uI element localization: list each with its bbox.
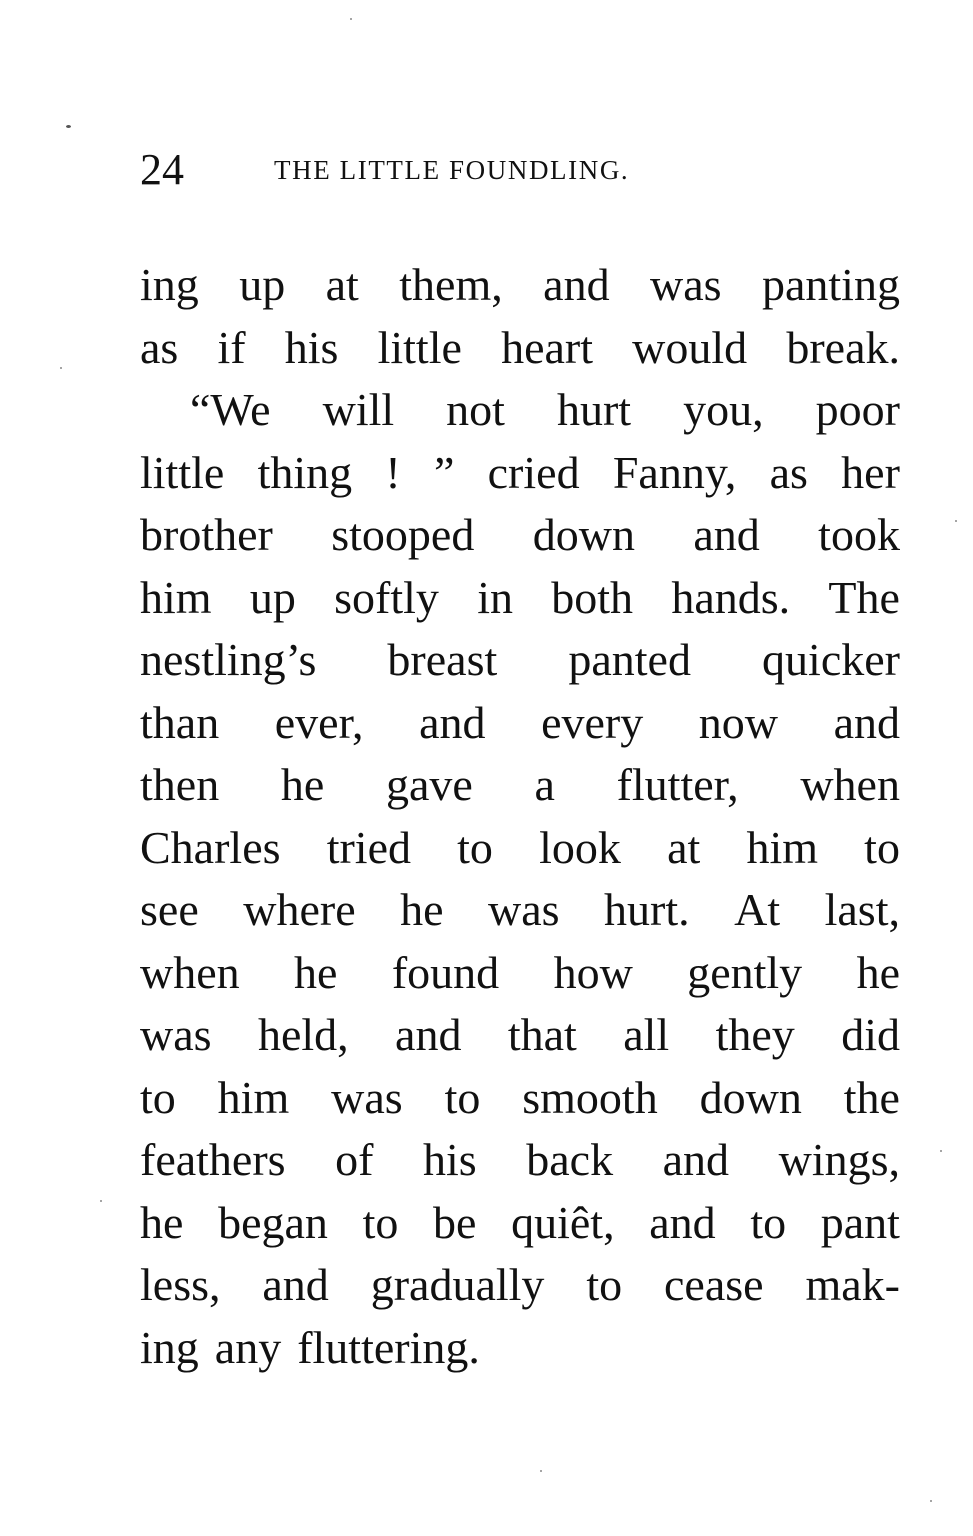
word: then <box>140 759 220 810</box>
word: to <box>362 1196 399 1248</box>
word: as <box>769 446 808 498</box>
text-line <box>140 317 900 380</box>
ink-speck <box>930 1500 932 1502</box>
word: would <box>632 321 748 373</box>
word: where <box>243 884 356 935</box>
word: ever, <box>274 696 364 748</box>
word: if <box>217 321 246 373</box>
word: him <box>217 1071 290 1123</box>
text-line <box>140 1129 900 1192</box>
word: his <box>423 1134 477 1185</box>
word: of <box>335 1134 374 1185</box>
page-number: 24 <box>140 145 184 194</box>
word: back <box>526 1134 614 1185</box>
word: cried <box>487 446 580 498</box>
word: panting <box>761 259 900 310</box>
word: found <box>391 946 500 998</box>
word: when <box>800 759 900 810</box>
word: gently <box>687 946 803 998</box>
word: poor <box>815 384 900 435</box>
word: up <box>249 571 296 623</box>
word: how <box>553 946 633 998</box>
word: tried <box>326 821 411 873</box>
word: now <box>698 696 779 748</box>
word: was <box>488 884 560 935</box>
word: at <box>325 259 359 310</box>
word: to <box>457 821 493 873</box>
word: cease <box>663 1259 764 1310</box>
word: hurt. <box>604 884 690 935</box>
word: ing <box>140 259 199 310</box>
word: his <box>284 321 339 373</box>
body-text <box>140 254 900 1379</box>
word: softly <box>334 571 439 623</box>
word: held, <box>257 1009 349 1060</box>
word: The <box>828 571 900 623</box>
word: be <box>433 1196 477 1248</box>
word: any <box>214 1321 282 1373</box>
word: down <box>532 509 635 560</box>
word: less, <box>140 1259 221 1310</box>
word: to <box>750 1196 787 1248</box>
word: will <box>322 384 395 435</box>
word: and <box>662 1134 730 1185</box>
text-line <box>140 692 900 755</box>
word: little <box>140 446 225 498</box>
word: was <box>140 1009 212 1060</box>
word: ! <box>385 446 401 498</box>
text-line <box>140 1004 900 1067</box>
word: breast <box>387 634 498 685</box>
text-line <box>140 1192 900 1255</box>
word: you, <box>683 384 764 435</box>
word: nestling’s <box>140 634 317 685</box>
word: did <box>841 1009 900 1060</box>
word: was <box>331 1071 403 1123</box>
word: At <box>734 884 781 935</box>
text-line <box>140 379 900 442</box>
word: he <box>280 759 325 810</box>
word: gradually <box>370 1259 545 1310</box>
word: at <box>667 821 701 873</box>
ink-speck <box>66 125 71 128</box>
ink-speck <box>60 367 62 369</box>
word: gave <box>385 759 473 810</box>
text-line <box>140 1317 900 1380</box>
word: feathers <box>140 1134 286 1185</box>
word: and <box>649 1196 716 1248</box>
word: and <box>419 696 486 748</box>
word: flutter, <box>616 759 739 810</box>
word: every <box>541 696 644 748</box>
text-line <box>140 942 900 1005</box>
word: hands. <box>671 571 791 623</box>
word: and <box>543 259 610 310</box>
word: they <box>715 1009 795 1060</box>
word: him <box>746 821 818 873</box>
word: thing <box>257 446 353 498</box>
word: to <box>444 1071 481 1123</box>
word: he <box>140 1196 184 1248</box>
word: both <box>551 571 634 623</box>
word: them, <box>399 259 503 310</box>
word: and <box>693 509 760 560</box>
word: when <box>140 946 240 998</box>
word: brother <box>140 509 273 560</box>
word: “We <box>190 384 271 435</box>
word: was <box>650 259 722 310</box>
word: stooped <box>331 509 475 560</box>
word: heart <box>501 321 594 373</box>
word: quiêt, <box>511 1196 615 1248</box>
text-line <box>140 442 900 505</box>
ink-speck <box>540 1470 542 1472</box>
word: up <box>239 259 286 310</box>
word: see <box>140 884 199 935</box>
word: as <box>140 321 179 373</box>
word: took <box>818 509 900 560</box>
word: began <box>218 1196 328 1248</box>
word: that <box>507 1009 577 1060</box>
word: to <box>140 1071 176 1123</box>
text-line <box>140 817 900 880</box>
word: not <box>446 384 505 435</box>
word: last, <box>824 884 900 935</box>
word: mak- <box>805 1259 900 1310</box>
text-line <box>140 567 900 630</box>
text-line <box>140 754 900 817</box>
word: the <box>843 1071 900 1123</box>
word: than <box>140 696 220 748</box>
word: down <box>699 1071 802 1123</box>
text-line <box>140 504 900 567</box>
word: and <box>262 1259 329 1310</box>
word: ing <box>140 1321 199 1373</box>
ink-speck <box>940 1150 942 1152</box>
ink-speck <box>100 1200 102 1202</box>
word: he <box>856 946 900 998</box>
word: quicker <box>762 634 900 685</box>
word: Fanny, <box>612 446 737 498</box>
word: and <box>833 696 900 748</box>
word: he <box>400 884 444 935</box>
text-line <box>140 254 900 317</box>
word: in <box>477 571 513 623</box>
word: Charles <box>140 821 281 873</box>
word: look <box>539 821 621 873</box>
page-header <box>140 140 900 200</box>
text-line <box>140 1254 900 1317</box>
word: hurt <box>556 384 632 435</box>
text-line <box>140 1067 900 1130</box>
word: ” <box>433 446 455 498</box>
word: panted <box>568 634 691 685</box>
running-title: THE LITTLE FOUNDLING. <box>274 155 630 185</box>
word: to <box>864 821 900 873</box>
word: smooth <box>522 1071 658 1123</box>
word: a <box>534 759 555 810</box>
ink-speck <box>955 520 957 522</box>
word: all <box>623 1009 670 1060</box>
word: her <box>841 446 900 498</box>
text-line <box>140 879 900 942</box>
text-line <box>140 629 900 692</box>
word: and <box>395 1009 462 1060</box>
word: pant <box>820 1196 900 1248</box>
word: break. <box>786 321 900 373</box>
word: little <box>377 321 462 373</box>
word: he <box>294 946 338 998</box>
word: fluttering. <box>297 1321 480 1373</box>
word: wings, <box>778 1134 900 1185</box>
word: to <box>586 1259 623 1310</box>
word: him <box>140 571 212 623</box>
ink-speck <box>350 18 352 20</box>
